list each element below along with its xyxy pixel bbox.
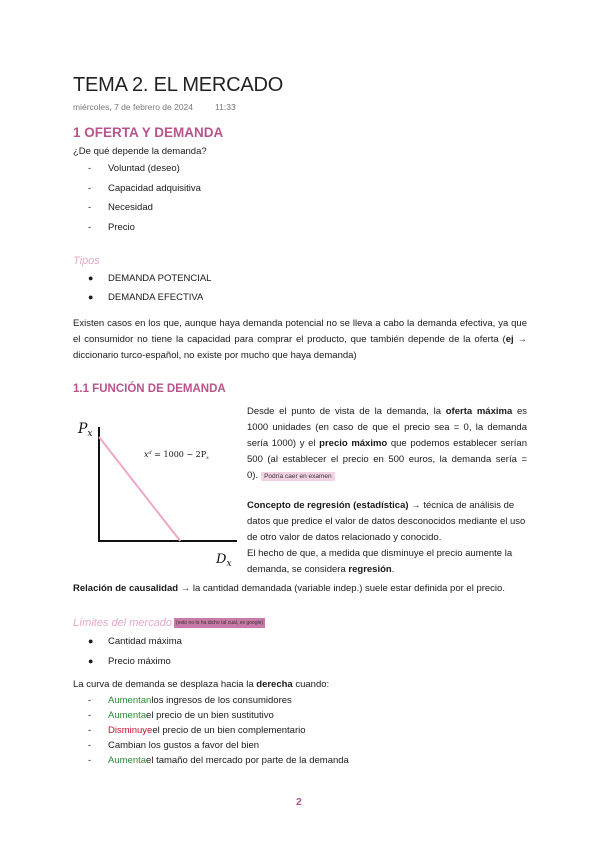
shifts-list [88,695,349,770]
paragraph-demanda-potencial: Existen casos en los que, aunque haya demanda potencial no se lleva a cabo la demanda efectiva, ya que el consumidor no tiene la capacidad para comprar el producto, que también depende de la oferta (ej → diccionario turco-español, no existe por mucho que haya demanda) [73,318,527,361]
list-item: - Aumenta el tamaño del mercado por parte de la demanda [88,755,349,766]
list-item: - Aumentan los ingresos de los consumidores [88,695,292,706]
page-title: TEMA 2. EL MERCADO [73,74,284,96]
limites-heading: Límites del mercado (esto no lo ha dicho tal cual, es google) [73,617,264,629]
list-item: ● Precio máximo [88,656,182,676]
tipos-list [88,273,211,310]
y-axis-label: $P_x$ [78,421,93,439]
section-heading-oferta-demanda: 1 OFERTA Y DEMANDA [73,125,224,140]
date-time [73,102,236,112]
time: 11:33 [215,102,236,112]
date: miércoles, 7 de febrero de 2024 [73,102,194,112]
list-item: - Necesidad [88,202,153,213]
limites-note-highlight: (esto no lo ha dicho tal cual, es google) [176,620,264,627]
bullet-icon: ● [88,291,94,302]
paragraph-regresion: Concepto de regresión (estadística) → técnica de análisis de datos que predice el valor de datos desconocidos mediante el uso de otro valor de datos relacionado y conocido. El hecho de que, a medida que disminuye el precio aumente la demanda, se considera regresión. [247,500,526,575]
demand-factors-list [88,163,201,241]
bullet-icon: ● [88,273,94,283]
demand-chart [72,405,247,570]
limites-list [88,636,182,675]
list-item: - Cambian los gustos a favor del bien [88,740,260,751]
list-item: - Voluntad (deseo) [88,163,180,174]
tipos-heading: Tipos [73,255,100,267]
list-item: - Capacidad adquisitiva [88,182,201,194]
bullet-icon: ● [88,636,94,646]
page-number: 2 [296,796,302,808]
list-item: - Precio [88,221,135,233]
section-heading-funcion-demanda: 1.1 FUNCIÓN DE DEMANDA [73,383,226,395]
list-item: - Aumenta el precio de un bien sustitutivo [88,710,274,721]
demand-equation: $x^d = 1000 - 2P_x$ [144,450,209,461]
list-item: - Disminuye el precio de un bien complementario [88,725,306,736]
bullet-icon: ● [88,655,94,666]
exam-note-highlight: Podría caer en examen [261,472,335,481]
demand-question: ¿De qué depende la demanda? [73,146,207,157]
list-item: ● DEMANDA EFECTIVA [88,292,211,311]
paragraph-causalidad: Relación de causalidad → la cantidad demandada (variable indep.) suele estar definida por el precio. [73,583,505,594]
x-axis-label: $D_x$ [216,552,232,569]
list-item: ● DEMANDA POTENCIAL [88,273,211,292]
list-item: ● Cantidad máxima [88,636,182,656]
paragraph-oferta-maxima: Desde el punto de vista de la demanda, la oferta máxima es 1000 unidades (en caso de que el precio sea = 0, la demanda sería 1000) y el precio máximo que podemos establecer serían 500 (al establecer el precio en 500 euros, la demanda sería = 0). Podría caer en examen [247,406,527,481]
curva-intro: La curva de demanda se desplaza hacia la derecha cuando: [73,679,330,690]
